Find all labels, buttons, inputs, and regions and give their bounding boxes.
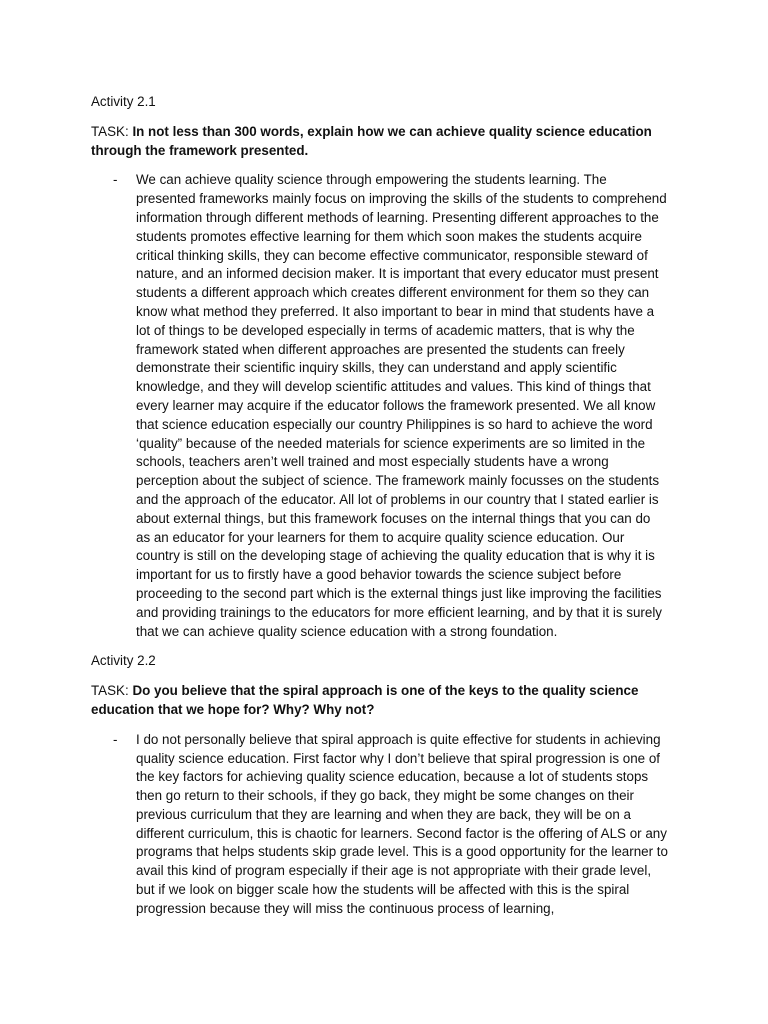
task-question: In not less than 300 words, explain how we can achieve quality science education through the framework presented.	[91, 123, 652, 158]
activity-2-1-section	[91, 93, 668, 641]
answer-paragraph: I do not personally believe that spiral approach is quite effective for students in achieving quality science education. First factor why I don’t believe that spiral progression is one of the key factors for achieving quality science education, because a lot of students stops then go return to their schools, if they go back, they might be some changes on their previous curriculum that they are learning and when they are back, they will be on a different curriculum, this is chaotic for learners. Second factor is the offering of ALS or any programs that helps students skip grade level. This is a good opportunity for the learner to avail this kind of program especially if their age is not appropriate with their grade level, but if we look on bigger scale how the students will be affected with this is the spiral progression because they will miss the continuous process of learning,	[136, 731, 668, 916]
task-prompt	[91, 123, 668, 161]
task-question: Do you believe that the spiral approach is one of the keys to the quality science education that we hope for? Why? Why not?	[91, 683, 639, 717]
activity-heading: Activity 2.2	[91, 653, 156, 669]
task-label: TASK:	[91, 683, 129, 699]
bullet-dash: -	[113, 172, 118, 188]
bullet-dash: -	[113, 731, 118, 747]
task-prompt	[91, 682, 668, 720]
answer-list-item	[91, 731, 668, 919]
activity-heading: Activity 2.1	[91, 94, 156, 109]
answer-list-item	[91, 171, 668, 641]
activity-2-2-section	[91, 652, 668, 918]
answer-paragraph: We can achieve quality science through empowering the students learning. The presented frameworks mainly focus on improving the skills of the students to comprehend information through different methods of learning. Presenting different approaches to the students promotes effective learning for them which soon makes the students acquire critical thinking skills, they can become effective communicator, responsible steward of nature, and an informed decision maker. It is important that every educator must present students a different approach which creates different environment for them so they can know what method they preferred. It also important to bear in mind that students have a lot of things to be developed especially in terms of academic matters, that is why the framework stated when different approaches are presented the students can freely demonstrate their scientific inquiry skills, they can understand and apply scientific knowledge, and they will develop scientific attitudes and values. This kind of things that every learner may acquire if the educator follows the framework presented. We all know that science education especially our country Philippines is so hard to achieve the word ‘quality” because of the needed materials for science experiments are so limited in the schools, teachers aren’t well trained and most especially students have a wrong perception about the subject of science. The framework mainly focusses on the students and the approach of the educator. All lot of problems in our country that I stated earlier is about external things, but this framework focuses on the internal things that you can do as an educator for your learners for them to acquire quality science education. Our country is still on the developing stage of achieving the quality education that is why it is important for us to firstly have a good behavior towards the science subject before proceeding to the second part which is the external things just like improving the facilities and providing trainings to the educators for more efficient learning, and by that it is surely that we can achieve quality science education with a strong foundation.	[136, 172, 667, 639]
task-label: TASK:	[91, 123, 129, 139]
